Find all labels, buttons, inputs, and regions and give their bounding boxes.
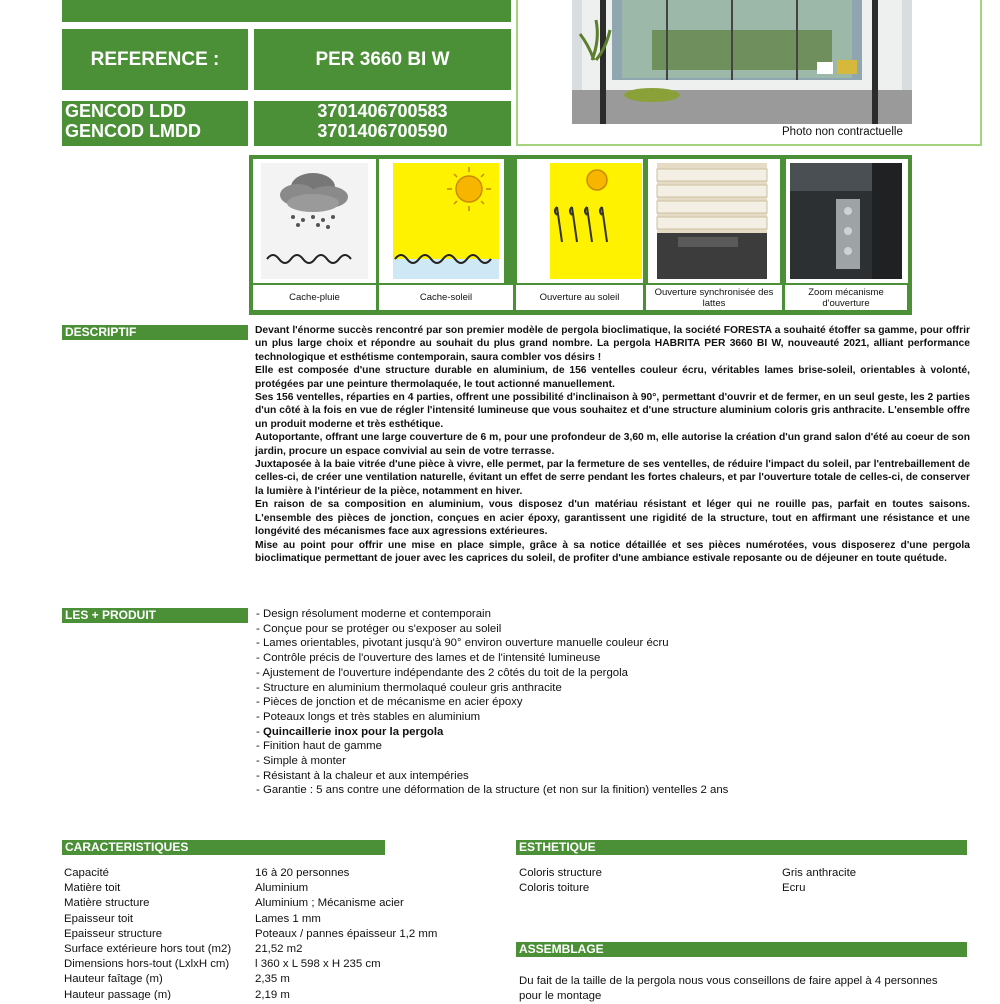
thumb-mechanism [786,159,908,283]
thumb-slats [648,159,780,283]
produit-item [256,666,976,681]
produit-item-text: Quincaillerie inox pour la pergola [262,725,444,738]
gencod-ldd-label: GENCOD LDD [65,101,186,121]
sun-slats-icon [517,159,643,283]
gencod-labels [62,101,248,146]
esthetique-value: Ecru [782,882,806,895]
produit-item-prefix: - [256,725,263,738]
reference-label: REFERENCE : [62,29,248,90]
produit-item [256,725,976,740]
assemblage-line: pour le montage [519,990,602,1002]
produit-item-text: Pièces de jonction et de mécanisme en acier époxy [262,696,523,709]
descriptif-paragraph: Mise au point pour offrir une mise en place simple, grâce à sa notice détaillée et ses pièces numérotées, vous disposerez d'une pergola bioclimatique permettant de jouer avec les caprices du soleil, de profiter d'une ambiance estivale reposante ou de déjeuner en toute quétude. [255,539,970,564]
caracteristiques-value: Lames 1 mm [255,912,321,925]
descriptif-paragraph: Elle est composée d'une structure durable en aluminium, de 156 ventelles couleur écru, véritables lames brise-soleil, orientables à volonté, protégées par une peinture thermolaquée, le tout actionné manuellement. [255,365,970,390]
esthetique-table [519,866,979,898]
thumb-rain [253,159,376,283]
produit-item-prefix: - [256,652,263,665]
gencod-ldd-value: 3701406700583 [317,101,448,121]
esthetique-label: ESTHETIQUE [516,840,967,855]
reference-value: PER 3660 BI W [254,29,511,90]
produit-item-text: Lames orientables, pivotant jusqu'à 90° environ ouverture manuelle couleur écru [262,637,669,650]
thumbnails-strip [249,155,912,315]
caracteristiques-value: 21,52 m2 [255,943,303,955]
gencod-values [254,101,511,146]
produit-item [256,739,976,754]
product-photo-frame [516,0,982,146]
produit-item-prefix: - [256,784,263,797]
photo-caption: Photo non contractuelle [782,126,903,138]
sun-icon [379,159,504,283]
descriptif-label: DESCRIPTIF [62,325,248,340]
produit-item-text: Finition haut de gamme [262,740,383,753]
produit-item [256,754,976,769]
produit-item-prefix: - [256,696,263,709]
produit-item-text: Design résolument moderne et contemporain [262,608,491,620]
pergola-photo [572,0,912,124]
produit-item [256,681,976,696]
mechanism-photo [786,159,908,283]
caption-zoom-mecanisme: Zoom mécanisme d'ouverture [785,285,907,310]
produit-item [256,695,976,710]
caracteristiques-key: Hauteur passage (m) [64,988,171,1000]
produit-item [256,636,976,651]
caption-ouverture-synchronisee: Ouverture synchronisée des lattes [646,285,782,310]
produit-item-text: Garantie : 5 ans contre une déformation de la structure (et non sur la finition) ventelles 2 ans [262,784,729,797]
slats-photo [648,159,780,283]
thumb-sun [379,159,504,283]
gencod-lmdd-value: 3701406700590 [317,121,448,141]
produit-item-text: Simple à monter [262,755,346,768]
produit-item-prefix: - [256,608,263,620]
caracteristiques-key: Matière structure [64,897,150,910]
produit-list [256,607,976,798]
produit-item-prefix: - [256,710,263,723]
produit-item-prefix: - [256,755,263,768]
produit-item-prefix: - [256,666,263,679]
produit-item [256,769,976,784]
produit-item-prefix: - [256,637,263,650]
caracteristiques-value: Aluminium ; Mécanisme acier [255,897,404,910]
produit-item [256,607,976,622]
caption-cache-soleil: Cache-soleil [379,285,513,310]
caracteristiques-key: Dimensions hors-tout (LxlxH cm) [64,958,230,971]
assemblage-line: Du fait de la taille de la pergola nous vous conseillons de faire appel à 4 personnes [519,975,938,987]
caracteristiques-key: Surface extérieure hors tout (m2) [64,943,232,955]
produit-label: LES + PRODUIT [62,608,248,623]
produit-item-prefix: - [256,681,263,694]
produit-item-text: Ajustement de l'ouverture indépendante des 2 côtés du toit de la pergola [262,666,629,679]
descriptif-paragraph: Juxtaposée à la baie vitrée d'une pièce à vivre, elle permet, par la fermeture de ses ventelles, de réduire l'impact du soleil, par l'entrebaillement de celles-ci, de créer une ventilation naturelle, évitant un effet de serre pendant les fortes chaleurs, et par l'ouverture totale de celles-ci, de conserver la lumière à l'intérieur de la pièce, notamment en hiver. [255,459,970,497]
caracteristiques-value: 2,35 m [255,973,290,986]
produit-item-text: Résistant à la chaleur et aux intempéries [262,769,469,782]
assemblage-label: ASSEMBLAGE [516,942,967,957]
produit-item [256,710,976,725]
caracteristiques-table [64,866,504,1000]
gencod-lmdd-label: GENCOD LMDD [65,121,201,141]
caracteristiques-value: l 360 x L 598 x H 235 cm [255,958,381,971]
produit-item [256,783,976,798]
caption-cache-pluie: Cache-pluie [253,285,376,310]
produit-item-prefix: - [256,769,263,782]
esthetique-key: Coloris structure [519,867,602,879]
descriptif-text [255,324,970,565]
caracteristiques-key: Epaisseur toit [64,912,134,925]
produit-item-text: Contrôle précis de l'ouverture des lames et de l'intensité lumineuse [262,652,601,665]
thumb-sun-slats [517,159,643,283]
produit-item-text: Conçue pour se protéger ou s'exposer au soleil [262,622,502,635]
produit-item-prefix: - [256,740,263,753]
esthetique-value: Gris anthracite [782,867,857,879]
caracteristiques-value: 2,19 m [255,988,290,1000]
caracteristiques-key: Hauteur faîtage (m) [64,973,163,986]
produit-item-text: Structure en aluminium thermolaqué couleur gris anthracite [262,681,562,694]
caracteristiques-value: Aluminium [255,882,309,895]
produit-item-prefix: - [256,622,263,635]
caracteristiques-key: Matière toit [64,882,121,895]
caracteristiques-label: CARACTERISTIQUES [62,840,385,855]
produit-item-text: Poteaux longs et très stables en aluminium [262,710,481,723]
esthetique-key: Coloris toiture [519,882,590,895]
caracteristiques-key: Epaisseur structure [64,927,163,940]
caption-ouverture-soleil: Ouverture au soleil [516,285,643,310]
descriptif-paragraph: Autoportante, offrant une large couverture de 6 m, pour une profondeur de 3,60 m, elle autorise la création d'un grand salon d'été au coeur de son jardin, procure un espace convivial au sein de votre terrasse. [255,432,970,457]
descriptif-paragraph: Devant l'énorme succès rencontré par son premier modèle de pergola bioclimatique, la société FORESTA a souhaité étoffer sa gamme, pour offrir un plus large choix et répondre au souhait du plus grand nombre. La pergola HABRITA PER 3660 BI W, nouveauté 2021, alliant performance technologique et esthétisme contemporain, saura combler vos désirs ! [255,325,970,363]
descriptif-paragraph: Ses 156 ventelles, réparties en 4 parties, offrent une possibilité d'inclinaison à 90°, permettant d'ouvrir et de fermer, en un seul geste, les 2 parties d'un côté à la fois en vue de régler l'intensité lumineuse que vous souhaitez et d'une structure aluminium coloris gris anthracite. L'ensemble offre un produit moderne et très esthétique. [255,392,970,430]
caracteristiques-value: 16 à 20 personnes [255,867,350,879]
rain-cloud-icon [253,159,376,283]
descriptif-paragraph: En raison de sa composition en aluminium, vous disposez d'un matériau résistant et léger qui ne rouille pas, parfait en toutes saisons. L'ensemble des pièces de jonction, conçues en acier époxy, garantissent une rigidité de la structure, tout en affirmant une résistance et une longévité des mécanismes face aux agressions extérieures. [255,499,970,538]
caracteristiques-key: Capacité [64,867,109,879]
caracteristiques-value: Poteaux / pannes épaisseur 1,2 mm [255,927,438,940]
top-green-strip [62,0,511,22]
produit-item [256,622,976,637]
produit-item [256,651,976,666]
